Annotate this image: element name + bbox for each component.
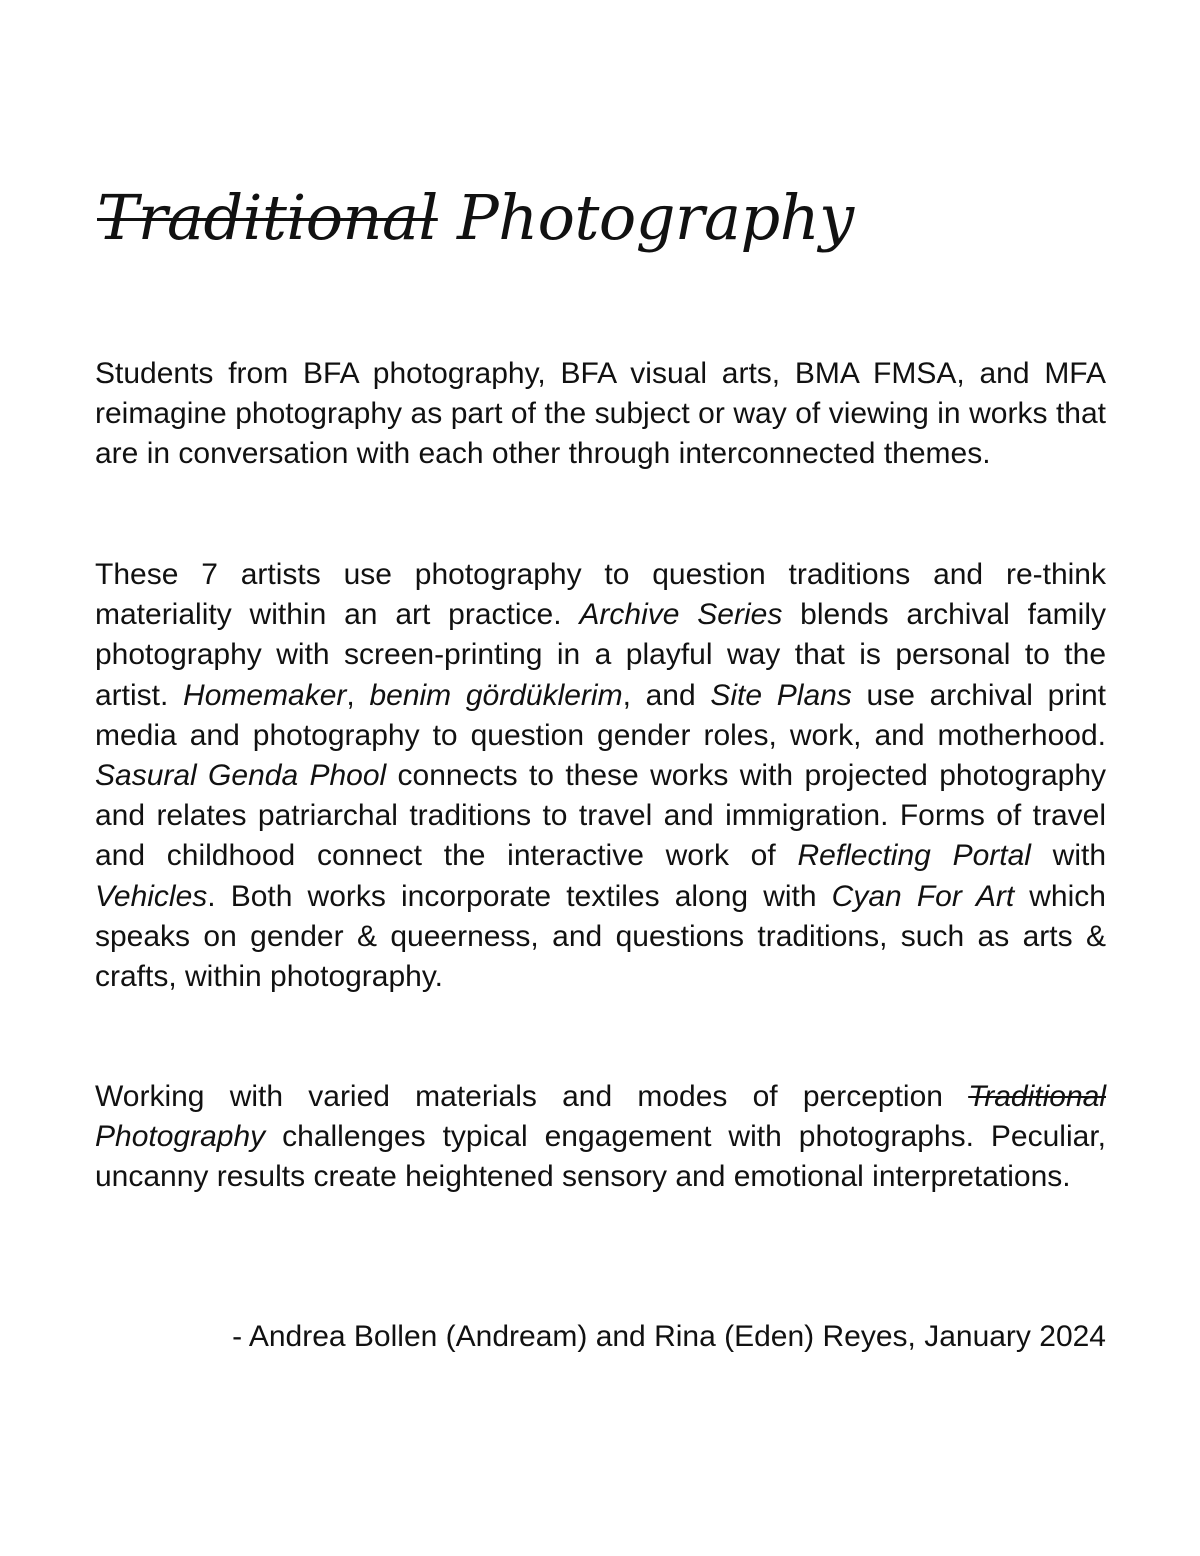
- text-segment: which speaks on gender & queerness, and questions traditions, such as arts & crafts, within photography.: [95, 879, 1106, 994]
- work-title-reflecting-portal: Reflecting Portal: [797, 839, 1031, 873]
- text-segment: ,: [346, 678, 370, 712]
- italic-word-photography: Photography: [95, 1120, 266, 1154]
- text-segment: blends archival family photography with screen-printing in a playful way that is personal to the artist.: [95, 598, 1106, 712]
- page-title: [97, 178, 854, 258]
- work-title-sasural-genda-phool: Sasural Genda Phool: [95, 759, 387, 793]
- page: [95, 0, 1106, 1556]
- struck-word-traditional: Traditional: [968, 1080, 1106, 1113]
- title-word: Photography: [457, 181, 854, 254]
- text-segment: use archival print media and photography to question gender roles, work, and motherhood.: [95, 678, 1106, 752]
- artists-paragraph: [95, 555, 1106, 997]
- title-struck-word: Traditional: [97, 181, 438, 254]
- text-segment: These 7 artists use photography to question traditions and re-think materiality within an art practice.: [95, 558, 1106, 632]
- work-title-benim-gorduklerim: benim gördüklerim: [369, 678, 623, 712]
- work-title-vehicles: Vehicles: [95, 879, 208, 913]
- closing-paragraph: [95, 1077, 1106, 1198]
- text-segment: Working with varied materials and modes of perception: [95, 1080, 969, 1113]
- text-segment: with: [1030, 839, 1107, 873]
- text-segment: connects to these works with projected photography and relates patriarchal traditions to travel and immigration. Forms of travel and childhood connect the interactive work of: [95, 759, 1106, 873]
- text-segment: . Both works incorporate textiles along with: [207, 879, 832, 913]
- work-title-site-plans: Site Plans: [710, 678, 852, 712]
- work-title-archive-series: Archive Series: [579, 598, 783, 632]
- intro-paragraph: Students from BFA photography, BFA visual arts, BMA FMSA, and MFA reimagine photography as part of the subject or way of viewing in works that are in conversation with each other through interconnected themes.: [95, 357, 1106, 471]
- signature: - Andrea Bollen (Andream) and Rina (Eden) Reyes, January 2024: [232, 1320, 1106, 1353]
- work-title-cyan-for-art: Cyan For Art: [831, 879, 1015, 913]
- text-segment: challenges typical engagement with photographs. Peculiar, uncanny results create heightened sensory and emotional interpretations.: [95, 1120, 1106, 1194]
- text-segment: , and: [622, 678, 711, 712]
- work-title-homemaker: Homemaker: [183, 678, 347, 712]
